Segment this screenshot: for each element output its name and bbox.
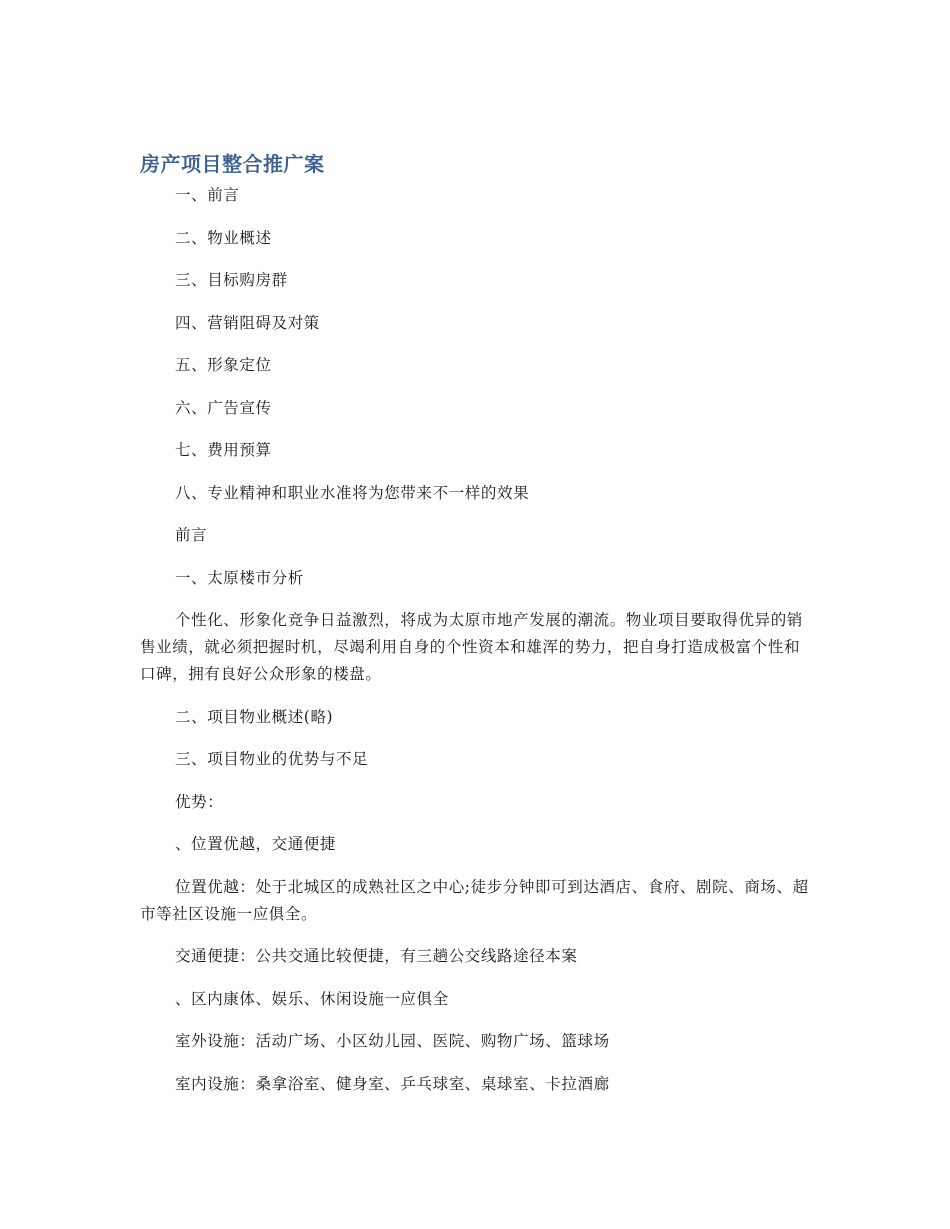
toc-item-target-buyers: 三、目标购房群	[175, 271, 288, 289]
body-paragraph-indoor-facilities: 室内设施：桑拿浴室、健身室、乒乓球室、桌球室、卡拉酒廊	[175, 1074, 610, 1093]
document-title: 房产项目整合推广案	[140, 152, 325, 176]
subsection-heading-market-analysis: 一、太原楼市分析	[175, 568, 304, 587]
document-body	[140, 148, 810, 1113]
section-heading-preface: 前言	[175, 526, 208, 544]
toc-item-property-overview: 二、物业概述	[175, 228, 272, 247]
toc-item-advertising: 六、广告宣传	[175, 398, 272, 417]
body-paragraph-market-analysis: 个性化、形象化竞争日益激烈，将成为太原市地产发展的潮流。物业项目要取得优异的销售业绩，就必须把握时机，尽竭利用自身的个性资本和雄浑的势力，把自身打造成极富个性和口碑，拥有良好公众形象的楼盘。	[140, 611, 803, 683]
toc-item-professionalism: 八、专业精神和职业水准将为您带来不一样的效果	[175, 483, 530, 502]
body-paragraph-location: 位置优越：处于北城区的成熟社区之中心;徒步分钟即可到达酒店、食府、剧院、商场、超市等社区设施一应俱全。	[140, 877, 809, 923]
label-strengths: 优势：	[175, 792, 224, 811]
toc-item-marketing-obstacles: 四、营销阻碍及对策	[175, 313, 320, 332]
body-paragraph-transport: 交通便捷：公共交通比较便捷，有三趟公交线路途径本案	[175, 947, 578, 965]
body-paragraph-outdoor-facilities: 室外设施：活动广场、小区幼儿园、医院、购物广场、篮球场	[175, 1032, 610, 1050]
toc-item-preface: 一、前言	[175, 186, 240, 204]
toc-item-budget: 七、费用预算	[175, 441, 272, 459]
subsection-heading-strengths-weaknesses: 三、项目物业的优势与不足	[175, 750, 369, 768]
subsection-heading-project-overview: 二、项目物业概述(略)	[175, 707, 334, 726]
list-item-location: 、位置优越，交通便捷	[175, 835, 337, 853]
toc-item-image-positioning: 五、形象定位	[175, 356, 272, 374]
list-item-facilities: 、区内康体、娱乐、休闲设施一应俱全	[175, 989, 449, 1008]
